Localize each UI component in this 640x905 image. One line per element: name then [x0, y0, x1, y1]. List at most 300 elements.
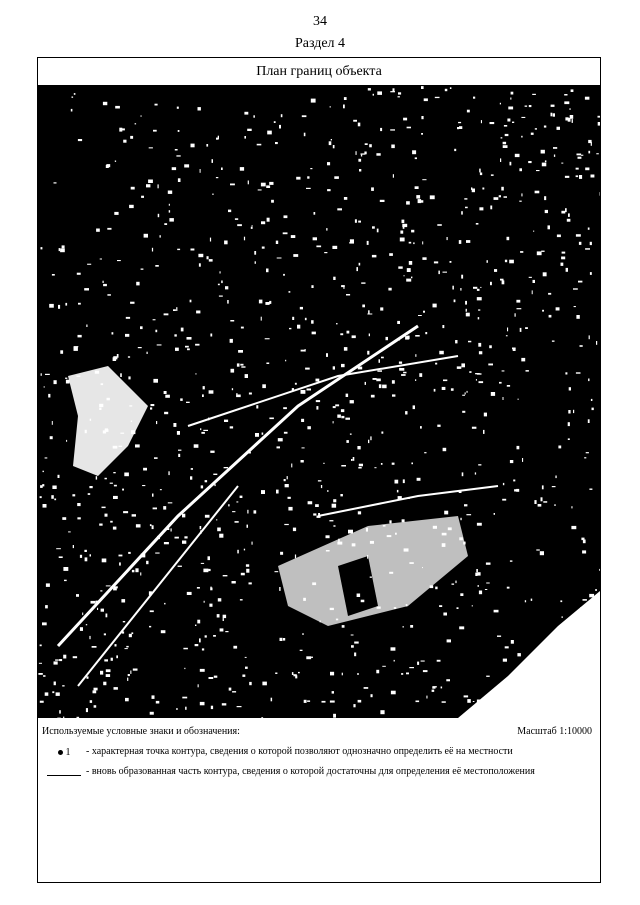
map-speckle — [327, 162, 330, 165]
map-speckle — [149, 591, 152, 595]
map-speckle — [341, 416, 344, 418]
map-speckle — [164, 542, 169, 544]
map-speckle — [247, 129, 252, 131]
map-speckle — [461, 275, 463, 279]
map-speckle — [354, 642, 359, 644]
map-speckle — [178, 566, 182, 567]
map-speckle — [376, 670, 379, 674]
map-speckle — [244, 112, 248, 115]
map-speckle — [123, 621, 125, 622]
map-speckle — [590, 272, 592, 275]
map-speckle — [219, 296, 223, 297]
map-speckle — [507, 385, 510, 387]
map-speckle — [365, 382, 366, 385]
legend-item-line-text: - вновь образованная часть контура, сведения о которой достаточны для определения её местоположения — [86, 766, 535, 777]
map-speckle — [265, 338, 270, 339]
map-speckle — [212, 194, 214, 195]
map-speckle — [343, 105, 345, 109]
map-speckle — [553, 695, 555, 698]
map-speckle — [501, 137, 503, 138]
map-speckle — [322, 701, 326, 703]
map-speckle — [369, 334, 370, 337]
map-speckle — [398, 338, 400, 341]
map-speckle — [400, 238, 405, 242]
map-speckle — [448, 527, 452, 530]
map-speckle — [261, 717, 263, 718]
map-speckle — [63, 717, 64, 718]
map-speckle — [218, 136, 219, 140]
map-speckle — [130, 671, 131, 674]
map-speckle — [160, 489, 162, 490]
map-speckle — [584, 457, 586, 458]
map-speckle — [261, 317, 262, 321]
map-speckle — [468, 341, 471, 343]
map-speckle — [421, 661, 425, 662]
map-speckle — [333, 366, 335, 369]
map-speckle — [569, 109, 571, 110]
map-speckle — [420, 426, 422, 429]
map-speckle — [298, 672, 300, 673]
map-speckle — [335, 404, 339, 406]
map-speckle — [191, 144, 195, 148]
map-speckle — [512, 122, 514, 123]
map-speckle — [117, 354, 119, 358]
map-speckle — [574, 306, 576, 307]
map-speckle — [541, 251, 544, 252]
map-speckle — [138, 347, 142, 348]
map-speckle — [400, 231, 403, 234]
map-speckle — [150, 610, 154, 612]
map-speckle — [141, 269, 144, 270]
map-speckle — [276, 490, 279, 494]
map-speckle — [327, 189, 331, 191]
map-speckle — [126, 317, 130, 319]
map-speckle — [361, 282, 365, 283]
map-speckle — [155, 330, 157, 333]
map-speckle — [223, 618, 224, 621]
map-speckle — [418, 315, 422, 316]
map-speckle — [412, 150, 416, 154]
map-speckle — [104, 633, 106, 635]
map-speckle — [39, 663, 42, 664]
map-speckle — [573, 410, 574, 413]
map-speckle — [464, 695, 469, 697]
plan-frame — [37, 57, 601, 883]
map-speckle — [153, 508, 157, 510]
map-speckle — [595, 589, 597, 591]
map-speckle — [583, 599, 587, 601]
map-speckle — [150, 407, 152, 409]
map-speckle — [101, 609, 104, 612]
map-speckle — [417, 478, 421, 481]
map-speckle — [51, 495, 54, 499]
map-speckle — [513, 480, 515, 482]
map-speckle — [433, 304, 437, 308]
map-speckle — [403, 118, 407, 121]
map-speckle — [532, 94, 536, 95]
map-speckle — [394, 660, 395, 662]
map-speckle — [510, 460, 513, 463]
map-speckle — [280, 638, 283, 641]
map-speckle — [598, 116, 601, 118]
map-speckle — [479, 169, 481, 173]
map-speckle — [203, 569, 208, 573]
map-speckle — [245, 657, 247, 658]
map-speckle — [388, 288, 391, 291]
map-speckle — [421, 133, 423, 135]
map-speckle — [129, 634, 132, 637]
map-speckle — [105, 478, 107, 480]
map-speckle — [223, 615, 227, 618]
map-speckle — [124, 473, 129, 477]
map-speckle — [291, 235, 296, 238]
map-speckle — [114, 586, 118, 588]
map-speckle — [459, 537, 463, 540]
map-speckle — [291, 464, 292, 468]
map-speckle — [392, 380, 395, 384]
map-speckle — [530, 679, 534, 680]
map-speckle — [478, 464, 481, 465]
map-speckle — [504, 125, 507, 127]
map-speckle — [216, 177, 218, 178]
map-speckle — [446, 679, 450, 681]
map-speckle — [217, 614, 220, 617]
map-speckle — [169, 218, 174, 222]
map-speckle — [207, 256, 209, 259]
map-speckle — [156, 701, 160, 704]
map-speckle — [153, 130, 157, 132]
map-speckle — [591, 142, 592, 146]
map-speckle — [307, 389, 312, 391]
map-speckle — [111, 658, 113, 661]
map-speckle — [486, 583, 490, 584]
map-speckle — [389, 253, 393, 256]
map-speckle — [201, 432, 205, 434]
legend-item-point — [42, 746, 594, 758]
map-speckle — [65, 303, 67, 306]
map-speckle — [97, 608, 98, 610]
map-speckle — [196, 311, 200, 314]
map-speckle — [249, 582, 252, 584]
map-speckle — [105, 514, 108, 517]
map-speckle — [405, 336, 409, 340]
map-speckle — [275, 142, 278, 144]
map-speckle — [144, 234, 148, 238]
map-speckle — [368, 88, 371, 90]
map-speckle — [331, 139, 332, 140]
map-speckle — [130, 302, 134, 304]
map-speckle — [113, 446, 118, 449]
map-speckle — [129, 205, 134, 208]
map-speckle — [230, 426, 233, 428]
map-speckle — [289, 328, 291, 329]
map-speckle — [86, 624, 87, 625]
map-speckle — [278, 438, 283, 441]
map-speckle — [509, 260, 514, 264]
map-speckle — [487, 260, 488, 263]
map-speckle — [486, 563, 491, 565]
map-speckle — [210, 588, 212, 591]
map-speckle — [329, 520, 333, 521]
map-speckle — [164, 412, 168, 414]
map-speckle — [359, 169, 361, 172]
map-speckle — [333, 714, 336, 718]
map-speckle — [454, 149, 456, 151]
map-speckle — [344, 197, 347, 200]
map-speckle — [153, 319, 156, 320]
map-speckle — [564, 94, 567, 96]
map-speckle — [542, 485, 544, 489]
map-speckle — [337, 542, 342, 545]
map-speckle — [507, 690, 511, 693]
map-speckle — [439, 351, 444, 355]
map-speckle — [271, 698, 273, 702]
map-speckle — [77, 503, 80, 506]
map-speckle — [257, 144, 262, 146]
map-speckle — [251, 227, 253, 229]
map-speckle — [283, 407, 287, 409]
map-speckle — [184, 668, 185, 669]
map-speckle — [183, 648, 188, 650]
map-speckle — [552, 341, 555, 342]
map-speckle — [249, 682, 252, 685]
map-speckle — [539, 717, 541, 718]
map-speckle — [149, 626, 151, 628]
map-speckle — [198, 254, 203, 257]
map-speckle — [266, 185, 270, 188]
map-speckle — [531, 599, 533, 601]
map-speckle — [380, 128, 382, 131]
map-speckle — [245, 667, 248, 669]
map-speckle — [45, 605, 48, 608]
map-speckle — [443, 380, 447, 382]
map-speckle — [136, 524, 141, 527]
map-speckle — [78, 303, 81, 305]
map-speckle — [114, 687, 118, 690]
map-speckle — [310, 168, 312, 169]
map-speckle — [466, 514, 471, 515]
map-speckle — [551, 113, 553, 117]
map-speckle — [404, 275, 405, 276]
map-speckle — [284, 215, 288, 218]
map-speckle — [356, 151, 357, 155]
map-speckle — [258, 189, 262, 190]
map-speckle — [55, 659, 59, 660]
map-speckle — [242, 675, 245, 677]
map-speckle — [311, 99, 316, 103]
map-speckle — [465, 301, 467, 305]
map-speckle — [241, 366, 245, 367]
map-speckle — [182, 697, 187, 699]
map-speckle — [337, 208, 342, 210]
map-speckle — [391, 691, 396, 695]
map-speckle — [541, 497, 543, 501]
map-speckle — [341, 364, 345, 367]
map-speckle — [573, 288, 578, 289]
map-speckle — [62, 517, 66, 520]
map-speckle — [330, 701, 335, 703]
map-speckle — [123, 511, 128, 513]
map-speckle — [525, 600, 526, 602]
map-speckle — [318, 480, 322, 481]
map-speckle — [392, 394, 395, 396]
map-speckle — [416, 701, 420, 703]
map-speckle — [200, 669, 205, 672]
map-speckle — [311, 285, 313, 288]
map-speckle — [404, 548, 409, 551]
map-speckle — [87, 264, 91, 265]
map-speckle — [302, 633, 304, 634]
map-speckle — [146, 184, 150, 187]
map-speckle — [119, 555, 123, 557]
map-speckle — [564, 101, 569, 104]
map-speckle — [52, 421, 53, 425]
map-speckle — [477, 289, 480, 291]
map-speckle — [157, 536, 160, 539]
map-speckle — [169, 192, 171, 194]
map-speckle — [353, 120, 357, 122]
map-speckle — [221, 281, 223, 284]
map-speckle — [469, 371, 471, 373]
map-speckle — [40, 496, 42, 498]
map-speckle — [219, 534, 223, 538]
map-speckle — [106, 585, 111, 586]
map-speckle — [551, 105, 555, 107]
map-speckle — [100, 671, 103, 675]
map-speckle — [471, 187, 472, 190]
map-speckle — [358, 159, 361, 162]
map-speckle — [368, 440, 369, 443]
map-speckle — [391, 647, 396, 650]
map-speckle — [361, 600, 365, 603]
map-speckle — [132, 514, 136, 516]
map-speckle — [402, 519, 405, 522]
map-speckle — [238, 350, 243, 353]
map-speckle — [395, 533, 397, 535]
map-speckle — [186, 402, 190, 403]
map-speckle — [589, 594, 594, 597]
map-speckle — [262, 247, 265, 249]
map-speckle — [505, 134, 509, 136]
legend-item-line — [42, 766, 594, 778]
map-speckle — [333, 277, 335, 280]
map-speckle — [40, 645, 42, 647]
map-speckle — [554, 504, 555, 506]
map-speckle — [131, 632, 133, 634]
map-speckle — [455, 581, 456, 584]
map-speckle — [175, 348, 179, 351]
map-speckle — [376, 153, 380, 156]
map-speckle — [301, 390, 306, 394]
map-speckle — [65, 378, 67, 379]
map-speckle — [476, 569, 478, 572]
map-speckle — [422, 567, 423, 568]
map-speckle — [437, 660, 441, 662]
map-speckle — [209, 677, 214, 679]
map-speckle — [494, 513, 495, 515]
map-speckle — [150, 524, 152, 526]
map-speckle — [187, 348, 190, 350]
map-speckle — [316, 379, 320, 382]
map-speckle — [99, 404, 103, 407]
map-speckle — [525, 106, 528, 107]
map-speckle — [300, 650, 303, 651]
map-speckle — [370, 541, 374, 544]
map-speckle — [316, 406, 318, 410]
map-speckle — [303, 598, 306, 601]
map-speckle — [292, 317, 294, 320]
map-speckle — [459, 490, 462, 493]
map-speckle — [77, 717, 80, 718]
map-speckle — [232, 691, 236, 692]
map-speckle — [357, 673, 359, 674]
map-speckle — [236, 395, 241, 398]
map-speckle — [376, 379, 381, 382]
map-speckle — [217, 528, 221, 532]
map-speckle — [232, 511, 235, 512]
map-speckle — [379, 384, 382, 388]
map-speckle — [579, 175, 582, 179]
map-speckle — [210, 587, 211, 588]
map-speckle — [338, 539, 340, 542]
map-speckle — [54, 499, 56, 501]
map-speckle — [462, 472, 464, 476]
map-speckle — [279, 125, 281, 129]
map-speckle — [391, 145, 395, 149]
map-speckle — [406, 604, 408, 606]
map-speckle — [230, 184, 235, 186]
legend-symbol-point — [42, 746, 86, 758]
map-speckle — [478, 585, 479, 587]
map-speckle — [106, 614, 108, 618]
map-speckle — [230, 339, 233, 343]
map-speckle — [442, 325, 444, 328]
map-speckle — [150, 712, 154, 715]
map-speckle — [313, 237, 317, 240]
map-speckle — [143, 468, 147, 471]
map-speckle — [351, 635, 354, 636]
map-speckle — [342, 673, 343, 676]
map-speckle — [403, 479, 405, 483]
map-speckle — [149, 147, 153, 148]
map-speckle — [285, 360, 286, 362]
map-speckle — [228, 210, 231, 213]
map-speckle — [231, 369, 235, 373]
map-speckle — [397, 490, 399, 493]
map-speckle — [102, 507, 106, 509]
map-speckle — [581, 155, 583, 156]
map-speckle — [329, 141, 332, 145]
map-speckle — [526, 667, 528, 671]
map-speckle — [457, 607, 459, 609]
map-speckle — [244, 136, 246, 139]
map-speckle — [460, 518, 461, 520]
map-speckle — [341, 409, 344, 412]
map-speckle — [582, 550, 586, 553]
map-speckle — [175, 537, 179, 539]
map-speckle — [163, 506, 166, 510]
map-speckle — [249, 393, 252, 395]
map-speckle — [340, 494, 343, 496]
map-speckle — [358, 123, 361, 127]
map-speckle — [477, 523, 482, 526]
map-speckle — [141, 554, 146, 558]
map-speckle — [112, 332, 114, 334]
map-speckle — [541, 150, 545, 154]
map-speckle — [435, 97, 440, 98]
map-speckle — [566, 653, 568, 654]
map-speckle — [128, 356, 130, 357]
